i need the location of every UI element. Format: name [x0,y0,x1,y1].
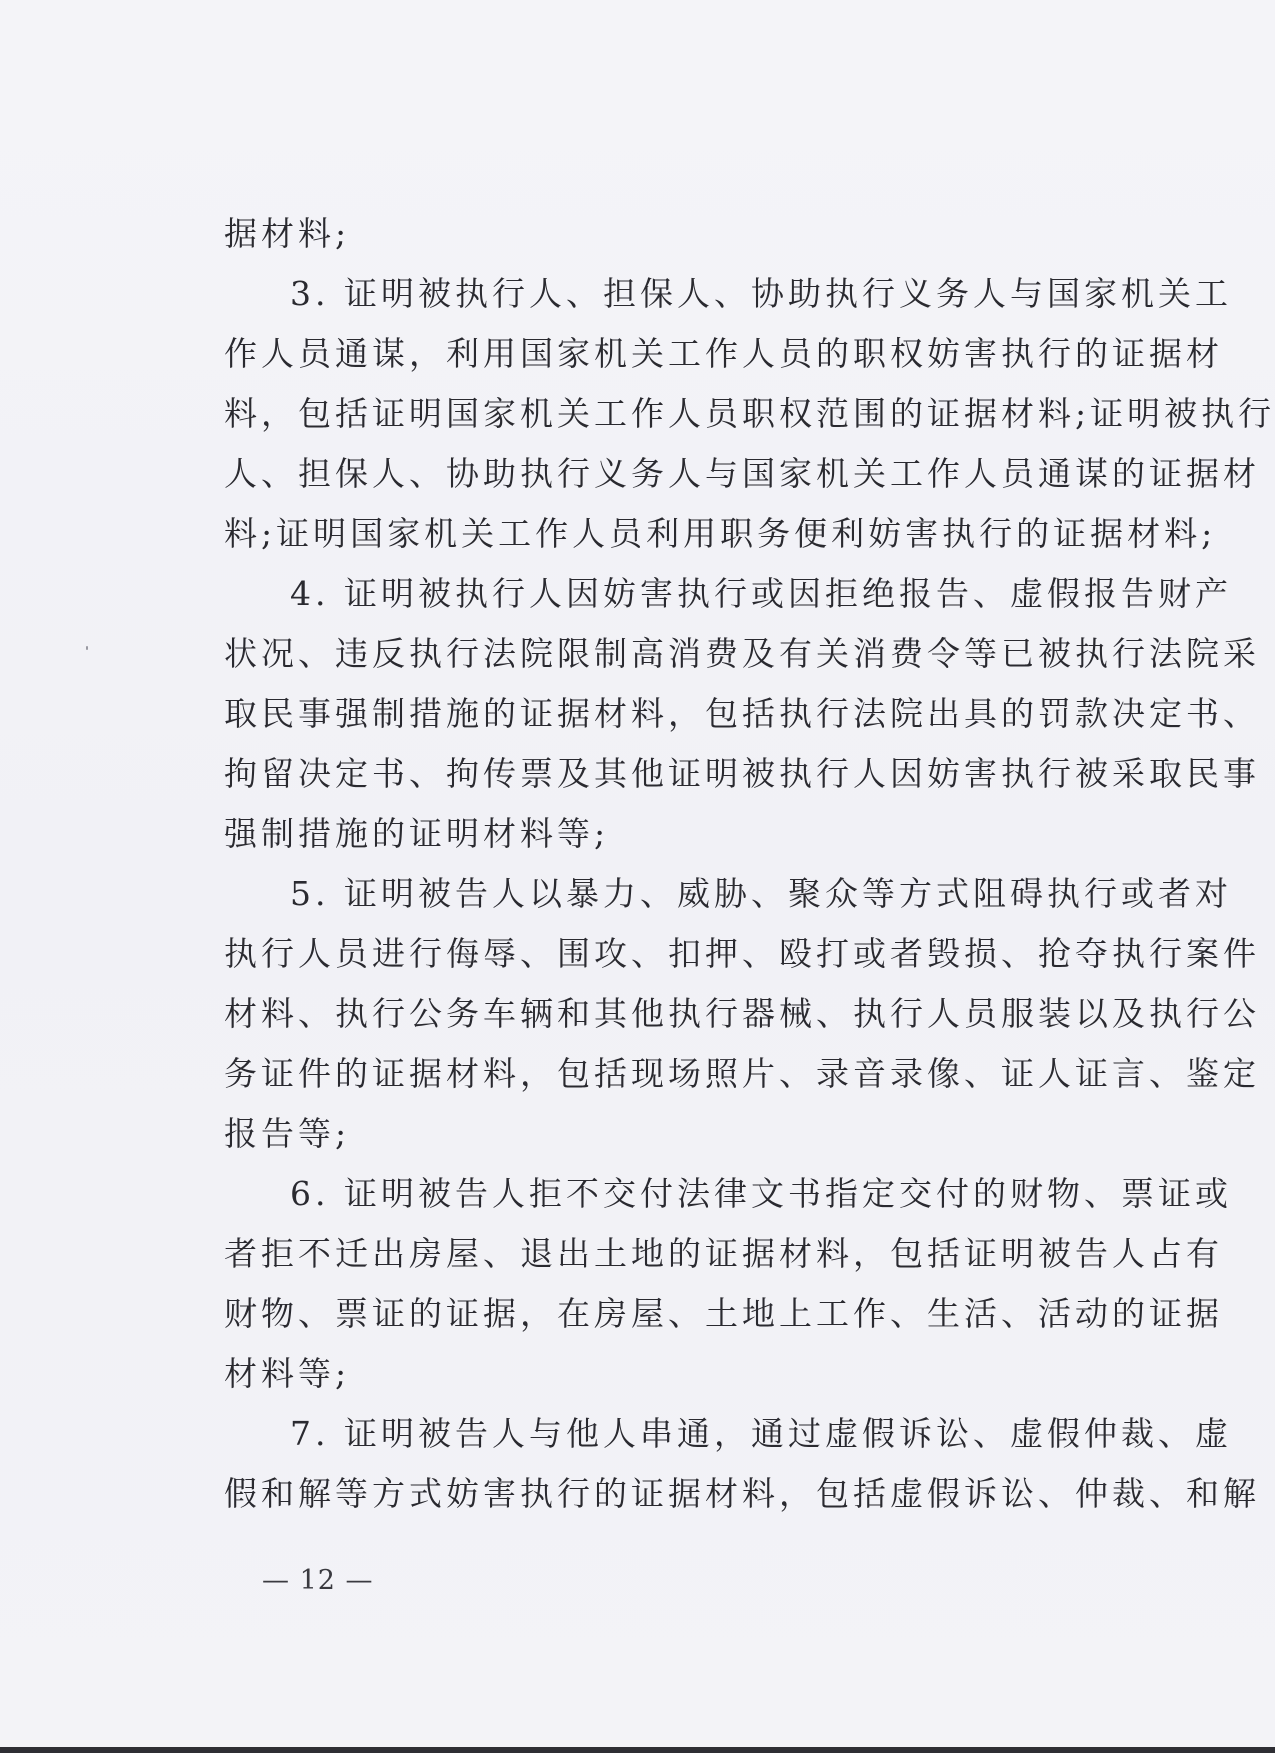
text-line: 材料等; [224,1354,351,1393]
text-line: 3. 证明被执行人、担保人、协助执行义务人与国家机关工 [290,274,1232,313]
text-line: 材料、执行公务车辆和其他执行器械、执行人员服装以及执行公 [224,994,1260,1033]
text-line: 6. 证明被告人拒不交付法律文书指定交付的财物、票证或 [290,1174,1232,1213]
text-line: 报告等; [224,1114,351,1153]
text-line: 财物、票证的证据，在房屋、土地上工作、生活、活动的证据 [224,1294,1223,1333]
page-number: — 12 — [262,1565,374,1596]
text-line: 取民事强制措施的证据材料，包括执行法院出具的罚款决定书、 [224,694,1260,733]
text-line: 5. 证明被告人以暴力、威胁、聚众等方式阻碍执行或者对 [290,874,1232,913]
text-line: 人、担保人、协助执行义务人与国家机关工作人员通谋的证据材 [224,454,1260,493]
text-line: 拘留决定书、拘传票及其他证明被执行人因妨害执行被采取民事 [224,754,1260,793]
text-line: 者拒不迁出房屋、退出土地的证据材料，包括证明被告人占有 [224,1234,1223,1273]
text-line: 7. 证明被告人与他人串通，通过虚假诉讼、虚假仲裁、虚 [290,1414,1232,1453]
scan-bottom-edge [0,1747,1275,1753]
text-line: 状况、违反执行法院限制高消费及有关消费令等已被执行法院采 [224,634,1260,673]
text-line: 作人员通谋，利用国家机关工作人员的职权妨害执行的证据材 [224,334,1223,373]
text-line: 假和解等方式妨害执行的证据材料，包括虚假诉讼、仲裁、和解 [224,1474,1260,1513]
text-line: 料，包括证明国家机关工作人员职权范围的证据材料;证明被执行 [224,394,1275,433]
text-line: 强制措施的证明材料等; [224,814,610,853]
text-line: 4. 证明被执行人因妨害执行或因拒绝报告、虚假报告财产 [290,574,1232,613]
text-line: 料;证明国家机关工作人员利用职务便利妨害执行的证据材料; [224,514,1217,553]
text-line: 执行人员进行侮辱、围攻、扣押、殴打或者毁损、抢夺执行案件 [224,934,1260,973]
scan-speck [86,646,88,650]
text-line: 据材料; [224,214,351,253]
text-line: 务证件的证据材料，包括现场照片、录音录像、证人证言、鉴定 [224,1054,1260,1093]
body-text [224,204,1275,1524]
